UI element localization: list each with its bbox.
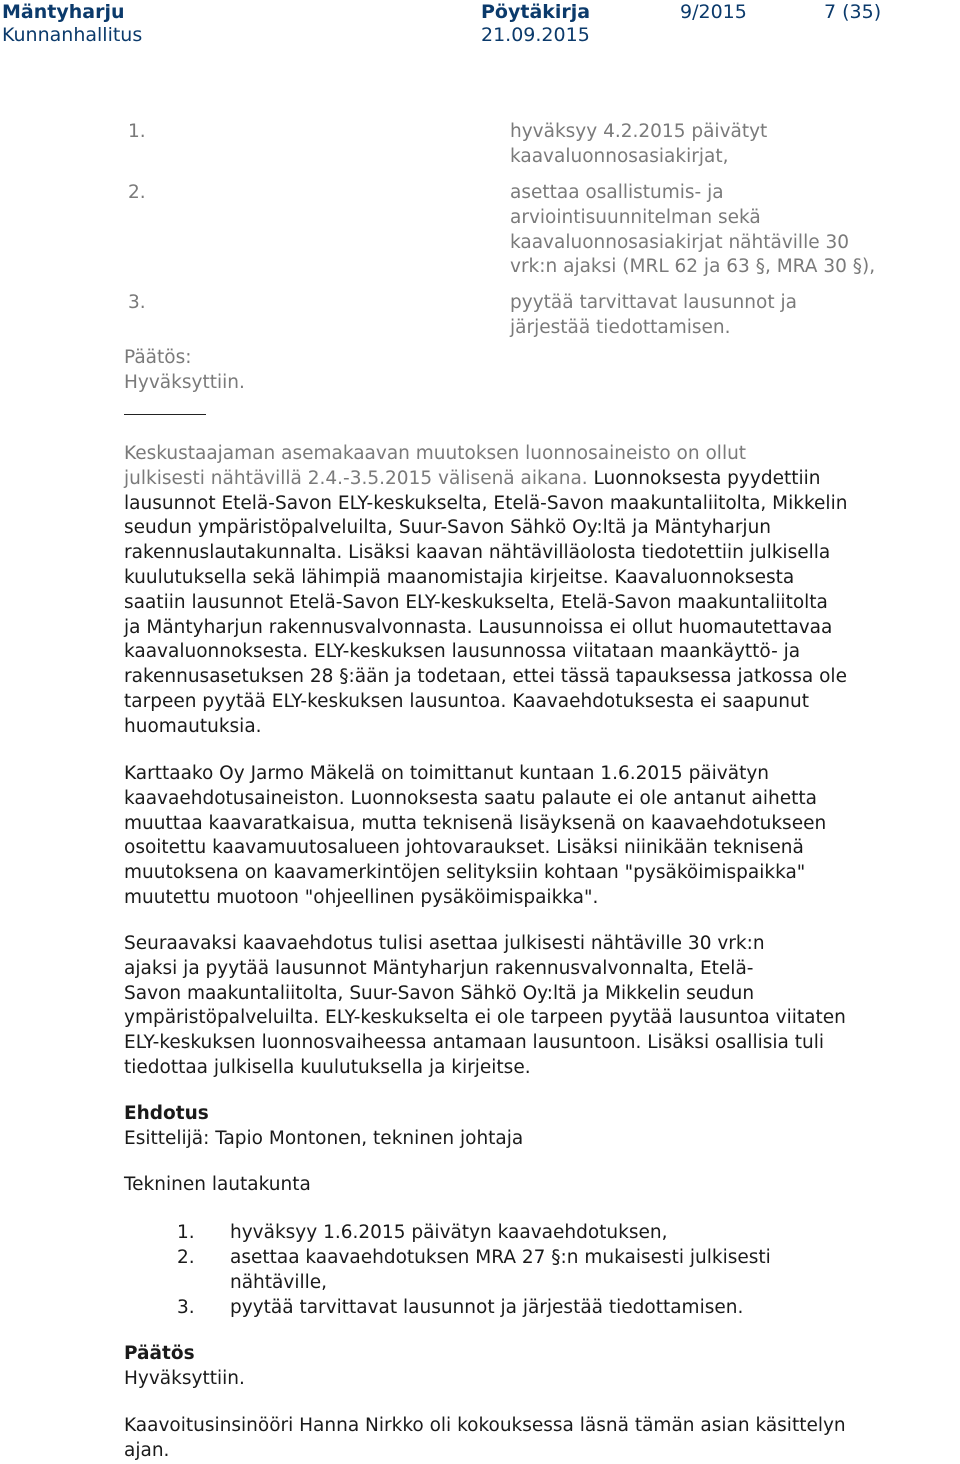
text-line: tiedottaa julkisella kuulutuksella ja kirjeitse. — [124, 1056, 531, 1078]
text-line: muutettu muotoon "ohjeellinen pysäköimispaikka". — [124, 886, 599, 908]
list-item-text — [510, 181, 875, 280]
list-item-number: 2. — [177, 1247, 195, 1268]
body-name: Kunnanhallitus — [2, 24, 143, 46]
text-line: rakennuslautakunnalta. Lisäksi kaavan nähtävilläolosta tiedotettiin julkisella — [124, 542, 831, 564]
text-line: pyytää tarvittavat lausunnot ja järjestää tiedottamisen. — [230, 1297, 744, 1318]
text-line: kuulutuksella sekä lähimpiä maanomistajia kirjeitse. Kaavaluonnoksesta — [124, 566, 795, 588]
list-item-number: 1. — [128, 121, 146, 142]
text-line: osoitettu kaavamuutosalueen johtovaraukset. Lisäksi niinikään teknisenä — [124, 837, 804, 859]
document-type: Pöytäkirja — [481, 1, 591, 23]
proposal-heading: Ehdotus — [124, 1103, 209, 1124]
text-line: ELY-keskuksen luonnosvaiheessa antamaan lausuntoon. Lisäksi osallisia tuli — [124, 1032, 824, 1054]
text-line: ja Mäntyharjun rakennusvalvonnasta. Lausunnoissa ei ollut huomautettavaa — [124, 616, 833, 638]
text-line: ympäristöpalveluilta. ELY-keskukselta ei ole tarpeen pyytää lausuntoa viitaten — [124, 1007, 846, 1029]
list-item-text — [230, 1246, 771, 1296]
separator-line — [124, 414, 206, 415]
text-line: tarpeen pyytää ELY-keskuksen lausuntoa. Kaavaehdotuksesta ei saapunut — [124, 690, 809, 712]
decision-value: Hyväksyttiin. — [124, 372, 245, 393]
list-item-number: 3. — [177, 1297, 195, 1318]
meeting-date: 21.09.2015 — [481, 24, 590, 46]
text-line: rakennusasetuksen 28 §:ään ja todetaan, ettei tässä tapauksessa jatkossa ole — [124, 666, 847, 688]
text-line: asettaa osallistumis- ja — [510, 182, 724, 203]
list-item-text — [230, 1221, 668, 1246]
closing-note — [124, 1414, 884, 1464]
text-line: muuttaa kaavaratkaisua, mutta teknisenä lisäyksenä on kaavaehdotukseen — [124, 812, 827, 834]
list-item-text — [510, 291, 797, 341]
text-line: lausunnot Etelä-Savon ELY-keskukselta, Etelä-Savon maakuntaliitolta, Mikkelin — [124, 492, 848, 514]
paragraph-proposal-material — [124, 762, 884, 911]
document-number: 9/2015 — [680, 1, 747, 23]
list-item-text — [230, 1296, 743, 1321]
list-item-number: 1. — [177, 1222, 195, 1243]
paragraph-draft-feedback — [124, 442, 884, 740]
text-line: pyytää tarvittavat lausunnot ja — [510, 292, 797, 313]
text-line: arviointisuunnitelman sekä — [510, 206, 761, 228]
text-fragment: julkisesti nähtävillä 2.4.-3.5.2015 välisenä aikana. — [124, 467, 594, 489]
municipality-name: Mäntyharju — [2, 1, 125, 23]
text-line: Seuraavaksi kaavaehdotus tulisi asettaa julkisesti nähtäville 30 vrk:n — [124, 933, 765, 954]
text-line: Keskustaajaman asemakaavan muutoksen luonnosaineisto on ollut — [124, 443, 747, 464]
text-line: järjestää tiedottamisen. — [510, 316, 731, 338]
text-line: vrk:n ajaksi (MRL 62 ja 63 §, MRA 30 §), — [510, 256, 876, 278]
list-item-text — [510, 120, 767, 170]
text-line: ajaksi ja pyytää lausunnot Mäntyharjun rakennusvalvonnalta, Etelä- — [124, 957, 754, 979]
list-item-number: 3. — [128, 292, 146, 313]
text-line: huomautuksia. — [124, 715, 262, 737]
presenter-line: Esittelijä: Tapio Montonen, tekninen johtaja — [124, 1128, 524, 1149]
text-line: kaavaehdotusaineiston. Luonnoksesta saatu palaute ei ole antanut aihetta — [124, 787, 817, 809]
text-line: hyväksyy 4.2.2015 päivätyt — [510, 121, 768, 142]
decision-value: Hyväksyttiin. — [124, 1368, 245, 1389]
text-line: ajan. — [124, 1439, 170, 1461]
text-line: nähtäville, — [230, 1271, 328, 1293]
text-line — [124, 467, 884, 492]
text-line: Savon maakuntaliitolta, Suur-Savon Sähkö Oy:ltä ja Mikkelin seudun — [124, 982, 755, 1004]
decision-label: Päätös: — [124, 347, 192, 368]
list-item-number: 2. — [128, 182, 146, 203]
page-number: 7 (35) — [824, 1, 882, 23]
text-line: kaavaluonnosasiakirjat nähtäville 30 — [510, 231, 850, 253]
text-line: Karttaako Oy Jarmo Mäkelä on toimittanut kuntaan 1.6.2015 päivätyn — [124, 763, 770, 784]
board-name: Tekninen lautakunta — [124, 1174, 311, 1195]
text-line: seudun ympäristöpalveluilta, Suur-Savon Sähkö Oy:ltä ja Mäntyharjun — [124, 517, 772, 539]
paragraph-next-steps — [124, 932, 884, 1081]
text-line: asettaa kaavaehdotuksen MRA 27 §:n mukaisesti julkisesti — [230, 1247, 771, 1268]
text-line: kaavaluonnosasiakirjat, — [510, 145, 729, 167]
text-line: saatiin lausunnot Etelä-Savon ELY-keskukselta, Etelä-Savon maakuntaliitolta — [124, 591, 828, 613]
text-fragment: Luonnoksesta pyydettiin — [593, 467, 821, 489]
text-line: Kaavoitusinsinööri Hanna Nirkko oli kokouksessa läsnä tämän asian käsittelyn — [124, 1415, 846, 1436]
text-line: muutoksena on kaavamerkintöjen selityksiin kohtaan "pysäköimispaikka" — [124, 862, 806, 884]
text-line: kaavaluonnoksesta. ELY-keskuksen lausunnossa viitataan maankäyttö- ja — [124, 641, 801, 663]
decision-label: Päätös — [124, 1343, 195, 1364]
text-line: hyväksyy 1.6.2015 päivätyn kaavaehdotuksen, — [230, 1222, 668, 1243]
